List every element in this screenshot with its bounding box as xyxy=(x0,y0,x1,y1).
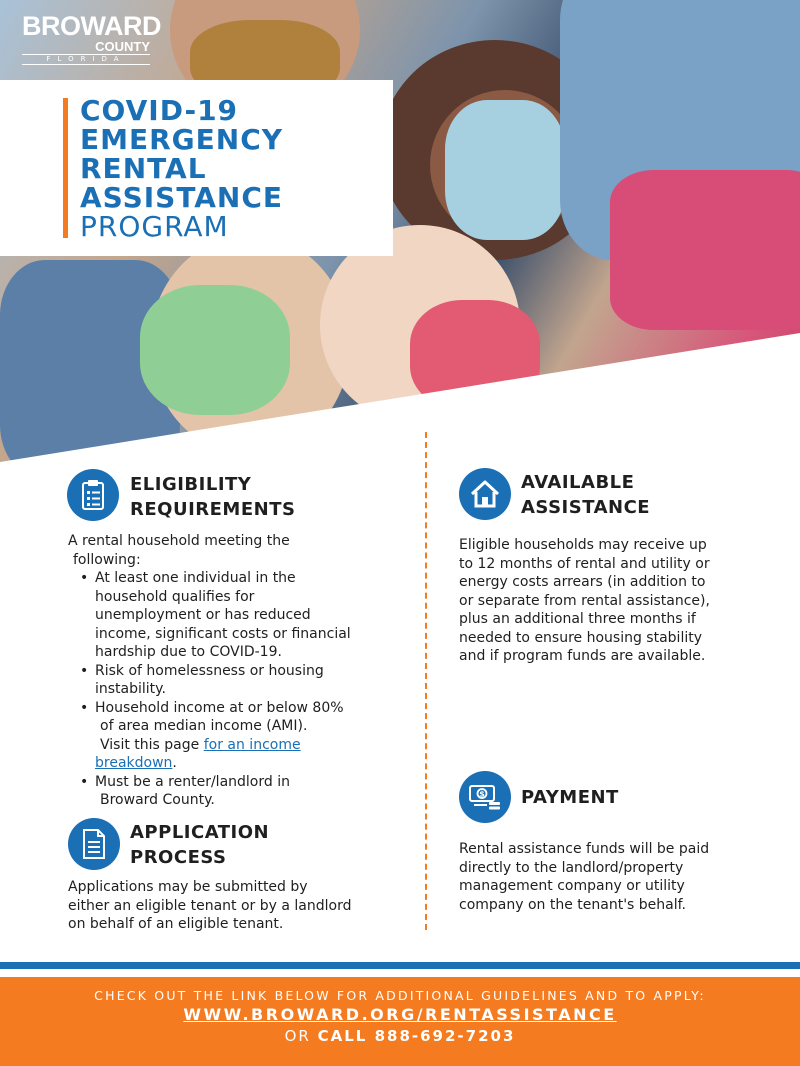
list-item xyxy=(95,569,418,662)
title-line4: ASSISTANCE xyxy=(80,181,284,214)
assistance-line5: plus an additional three months if xyxy=(459,611,696,627)
eligibility-item2-line1: • Risk of homelessness or housing xyxy=(95,662,324,679)
payment-heading: PAYMENT xyxy=(521,787,619,808)
eligibility-intro-line1: A rental household meeting the xyxy=(68,533,290,549)
page-title xyxy=(80,96,283,242)
footer-phone: CALL 888-692-7203 xyxy=(317,1027,516,1045)
eligibility-item3-prefix: Visit this page xyxy=(100,736,204,753)
application-heading-line2: PROCESS xyxy=(130,847,227,868)
assistance-line3: energy costs arrears (in addition to xyxy=(459,574,706,590)
assistance-line7: and if program funds are available. xyxy=(459,648,706,664)
assistance-heading xyxy=(521,470,650,520)
assistance-line1: Eligible households may receive up xyxy=(459,537,707,553)
eligibility-item3-suffix: . xyxy=(172,755,177,771)
list-item xyxy=(95,699,418,773)
broward-county-logo xyxy=(22,11,161,68)
application-line2: either an eligible tenant or by a landlord xyxy=(68,897,352,914)
application-line1: Applications may be submitted by xyxy=(68,879,308,895)
eligibility-heading-line2: REQUIREMENTS xyxy=(130,499,296,520)
eligibility-item3-line1: • Household income at or below 80% xyxy=(95,699,344,716)
house-icon xyxy=(459,468,511,520)
title-line5: PROGRAM xyxy=(80,210,229,243)
eligibility-body xyxy=(68,532,418,810)
eligibility-item2-line2: instability. xyxy=(95,681,166,697)
footer-white-rule xyxy=(0,969,800,977)
title-line3: RENTAL xyxy=(80,152,207,185)
assistance-line2: to 12 months of rental and utility or xyxy=(459,555,710,572)
assistance-body xyxy=(459,536,794,666)
income-breakdown-link[interactable]: for an income xyxy=(203,736,301,753)
logo-line2: COUNTY xyxy=(95,39,150,54)
footer-blue-rule xyxy=(0,962,800,969)
list-item xyxy=(95,662,418,699)
eligibility-item1-line1: • At least one individual in the xyxy=(95,570,296,586)
assistance-heading-line2: ASSISTANCE xyxy=(521,497,651,518)
clipboard-checklist-icon xyxy=(67,469,119,521)
footer-guidelines-text: CHECK OUT THE LINK BELOW FOR ADDITIONAL GUIDELINES AND TO APPLY: xyxy=(94,988,706,1003)
application-body xyxy=(68,878,418,934)
eligibility-list xyxy=(68,569,418,810)
assistance-line4: or separate from rental assistance), xyxy=(459,592,710,609)
eligibility-item1-line3: unemployment or has reduced xyxy=(95,607,311,623)
eligibility-item1-line5: hardship due to COVID-19. xyxy=(95,644,282,660)
eligibility-item3-line4 xyxy=(95,754,418,773)
eligibility-item3-line2: of area median income (AMI). xyxy=(100,718,308,734)
logo-line3: FLORIDA xyxy=(22,54,150,65)
payment-line4: company on the tenant's behalf. xyxy=(459,896,687,913)
eligibility-heading xyxy=(130,472,295,522)
eligibility-item1-line2: household qualifies for xyxy=(95,588,255,605)
payment-line2: directly to the landlord/property xyxy=(459,859,684,876)
application-line3: on behalf of an eligible tenant. xyxy=(68,916,284,932)
application-heading-line1: APPLICATION xyxy=(130,822,270,843)
assistance-line6: needed to ensure housing stability xyxy=(459,629,703,646)
list-item xyxy=(95,773,418,810)
money-icon xyxy=(459,771,511,823)
eligibility-item4-line2: Broward County. xyxy=(100,792,215,808)
eligibility-item4-line1: • Must be a renter/landlord in xyxy=(95,773,290,790)
payment-body xyxy=(459,840,794,914)
assistance-heading-line1: AVAILABLE xyxy=(521,472,635,493)
eligibility-item3-line3 xyxy=(95,736,418,755)
payment-line1: Rental assistance funds will be paid xyxy=(459,841,710,857)
title-line1: COVID-19 xyxy=(80,94,239,127)
rent-assistance-link[interactable]: WWW.BROWARD.ORG/RENTASSISTANCE xyxy=(183,1005,617,1024)
logo-line1: BROWARD xyxy=(22,11,161,41)
income-breakdown-link-cont[interactable]: breakdown xyxy=(95,755,173,771)
eligibility-item1-line4: income, significant costs or financial xyxy=(95,625,351,642)
column-divider xyxy=(425,432,427,930)
footer-call-prefix: OR xyxy=(284,1027,318,1045)
title-line2: EMERGENCY xyxy=(80,123,284,156)
application-heading xyxy=(130,820,269,870)
footer-banner xyxy=(0,977,800,1066)
payment-line3: management company or utility xyxy=(459,878,685,894)
eligibility-heading-line1: ELIGIBILITY xyxy=(130,474,252,495)
title-accent-bar xyxy=(63,98,68,238)
eligibility-intro-line2: following: xyxy=(73,551,141,568)
document-icon xyxy=(68,818,120,870)
footer-call-text xyxy=(0,1027,800,1045)
svg-text:$: $ xyxy=(479,789,485,799)
